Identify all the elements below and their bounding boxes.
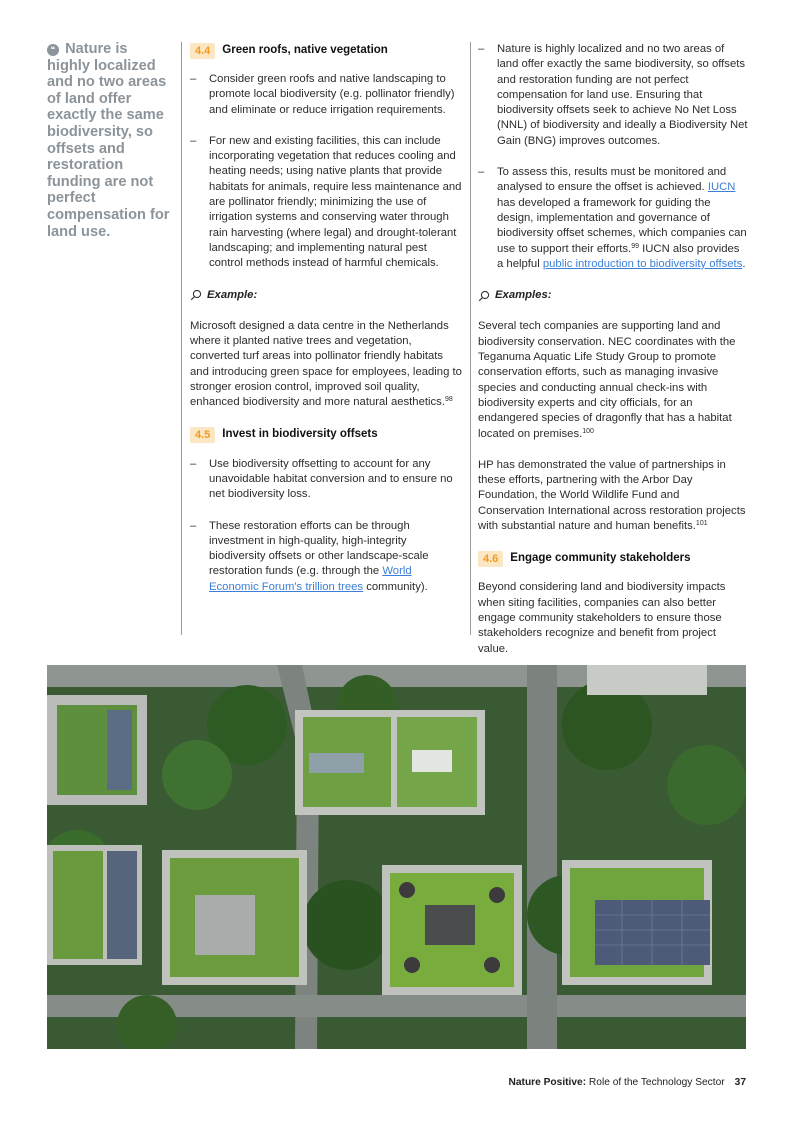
section-number: 4.4 [190, 43, 215, 59]
list-item: – Consider green roofs and native landscaping to promote local biodiversity (e.g. pollinator friendly) and eliminate or reduce irrigation requirements. [190, 72, 462, 118]
aerial-photo-green-roofs [47, 665, 746, 1049]
page-number: 37 [734, 1077, 746, 1088]
examples-label: Examples: [495, 289, 552, 302]
footer-report-title-bold: Nature Positive: [508, 1077, 587, 1088]
section-title: Invest in biodiversity offsets [222, 428, 378, 441]
example-text: Several tech companies are supporting land and biodiversity conservation. NEC coordinates with the Teganuma Aquatic Life Study Group to promote conservation efforts, such as managing invasive species and conducting annual check-ins with biodiversity experts and city officials, for an endangered species of dragonfly that has a habitat located on premises. [478, 320, 736, 440]
list-item [478, 165, 748, 272]
list-item: – Use biodiversity offsetting to account for any unavoidable habitat conversion and to ensure no net biodiversity loss. [190, 457, 462, 503]
list-item: – Nature is highly localized and no two areas of land offer exactly the same biodiversity, so offsets and restoration funding are not perfect compensation for land use. Ensuring that biodiversity offsets seek to achieve No Net Loss (NNL) of biodiversity and ideally a Biodiversity Net Gain (BNG) improves outcomes. [478, 42, 748, 149]
example-paragraph [190, 319, 462, 411]
example-text: HP has demonstrated the value of partnerships in these efforts, partnering with the Arbor Day Foundation, the World Wildlife Fund and Conservation International across restoration projects with substantial nature and human benefits. [478, 458, 746, 533]
aerial-photo-illustration [47, 665, 746, 1049]
quote-icon: ❝ [47, 44, 59, 56]
footnote-ref: 99 [631, 242, 639, 250]
example-paragraph [478, 458, 748, 534]
footnote-ref: 98 [444, 396, 453, 404]
example-label: Example: [207, 288, 258, 301]
section-title: Engage community stakeholders [510, 552, 691, 565]
list-item-text-mid2: IUCN also provides a helpful [497, 242, 740, 270]
magnifier-icon [190, 289, 202, 301]
list-item-text: These restoration efforts can be through investment in high-quality, high-integrity biodiversity offsets or other landscape-scale restoration funds (e.g. through the [209, 519, 429, 578]
list-item: – For new and existing facilities, this can include incorporating vegetation that reduces cooling and heating needs; using native plants that provide habitats for animals, require less maintenance and are pollinator friendly; minimizing the use of irrigation systems and conserving water through rain harvesting (where legal) and drought-tolerant landscaping; and implementing natural pest control methods instead of harmful chemicals. [190, 134, 462, 272]
list-item-text-end: . [742, 257, 746, 270]
list-item-text-mid: has developed a framework for guiding the design, implementation and governance of biodiversity offset schemes, which companies can use to support their efforts. [497, 196, 747, 255]
example-text: Microsoft designed a data centre in the Netherlands where it planted native trees and vegetation, converted turf areas into pollinator friendly habitats and introducing green space for employees, leading to stronger erosion control, improved soil quality, enhanced biodiversity and more natural aesthetics. [190, 319, 462, 409]
section-title: Green roofs, native vegetation [222, 43, 388, 56]
column-divider-right [470, 42, 471, 635]
trillion-trees-link[interactable]: World Economic Forum's trillion trees [209, 565, 412, 593]
list-item-text-end: community). [363, 580, 428, 593]
examples-heading [478, 288, 748, 303]
example-heading [190, 288, 462, 303]
biodiversity-offsets-intro-link[interactable]: public introduction to biodiversity offsets [542, 257, 743, 270]
magnifier-icon [478, 290, 490, 302]
section-number: 4.6 [478, 551, 503, 567]
section-4-5-heading [190, 427, 462, 444]
column-divider-left [181, 42, 182, 635]
right-column [478, 42, 748, 657]
pull-quote [47, 41, 172, 240]
iucn-link[interactable]: IUCN [707, 181, 736, 194]
example-paragraph [478, 319, 748, 441]
body-paragraph: Beyond considering land and biodiversity impacts when siting facilities, companies can also better engage community stakeholders to ensure those stakeholders recognize and benefit from project value. [478, 581, 726, 655]
list-item [190, 519, 462, 595]
page-footer [509, 1077, 746, 1088]
middle-column [190, 42, 462, 595]
section-4-4-heading [190, 42, 462, 59]
footnote-ref: 100 [582, 427, 594, 435]
footer-report-title: Role of the Technology Sector [586, 1077, 725, 1088]
section-number: 4.5 [190, 427, 215, 443]
section-4-6-heading [478, 550, 748, 567]
list-item-text: To assess this, results must be monitored and analysed to ensure the offset is achieved. [497, 166, 727, 194]
pull-quote-text: Nature is highly localized and no two areas of land offer exactly the same biodiversity, so offsets and restoration funding are not perfect compensation for land use. [47, 41, 170, 240]
footnote-ref: 101 [695, 520, 708, 528]
